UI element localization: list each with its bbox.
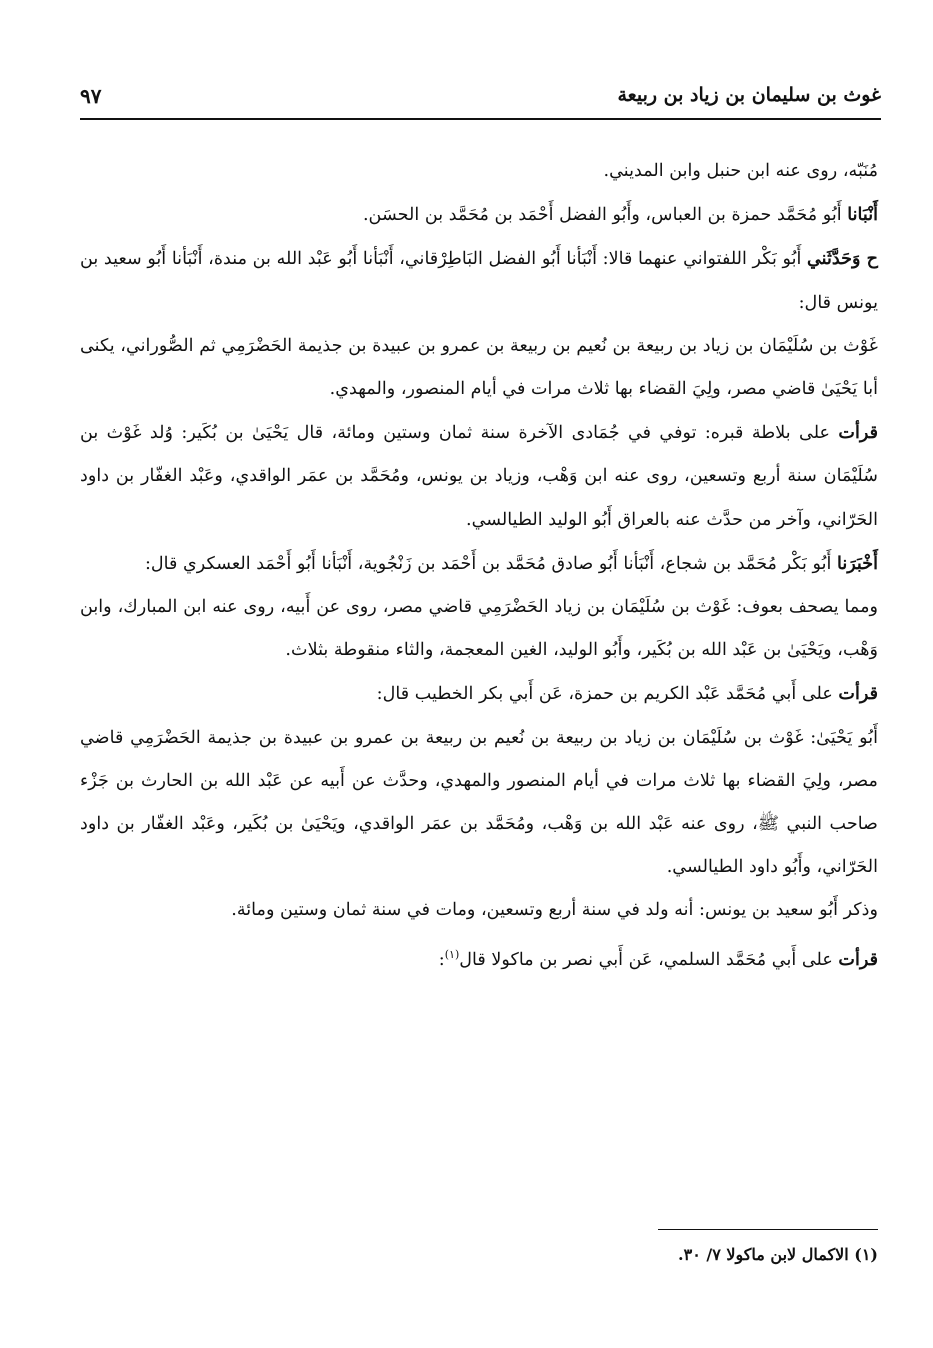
paragraph-text: غَوْث بن سُلَيْمَان بن زياد بن ربيعة بن نُعيم بن ربيعة بن عمرو بن عبيدة بن جذيمة الحَضْرَمِي ثم الصُّوراني، يكنى أبا يَحْيَىٰ قاضي مصر، ولِيَ القضاء بها ثلاث مرات في أيام المنصور، والمهدي. — [80, 335, 878, 400]
paragraph — [80, 933, 878, 982]
paragraph — [80, 542, 878, 586]
paragraph-lead: قرأت — [838, 422, 878, 444]
paragraph-lead: قرأت — [838, 948, 878, 970]
footnote-marker[interactable]: (١) — [444, 947, 460, 961]
footnote: (١) الاكمال لابن ماكولا ٧/ ٣٠. — [678, 1245, 878, 1264]
paragraph — [80, 717, 878, 890]
paragraph — [80, 889, 878, 932]
running-title: غوث بن سليمان بن زياد بن ربيعة — [617, 84, 881, 106]
page-header — [80, 80, 881, 116]
paragraph-text: على بلاطة قبره: توفي في جُمَادى الآخرة سنة ثمان وستين ومائة، قال يَحْيَىٰ بن بُكَير: وُلد غَوْث بن سُلَيْمَان سنة أربع وتسعين، روى عنه ابن وَهْب، وزياد بن يونس، ومُحَمَّد بن عمَر الواقدي، وعَبْد الغفّار بن داود الحَرّاني، وآخر من حدَّث عنه بالعراق أَبُو الوليد الطيالسي. — [80, 423, 878, 530]
paragraph — [80, 150, 878, 193]
paragraph-text: أَبُو بَكْر اللفتواني عنهما قالا: أَنْبَأنا أَبُو الفضل البَاطِرْقاني، أَنْبَأنا أَبُو عَبْد الله بن مندة، أَنْبَأنا أَبُو سعيد بن يونس قال: — [80, 249, 878, 313]
paragraph-lead: أَنْبَانا — [847, 204, 878, 226]
footnote-divider — [658, 1229, 878, 1230]
paragraph-text: ومما يصحف بعوف: غَوْث بن سُلَيْمَان بن زياد الحَضْرَمِي قاضي مصر، روى عن أَبيه، روى عنه ابن المبارك، وابن وَهْب، ويَحْيَىٰ بن عَبْد الله بن بُكَير، وأَبُو الوليد، الغين المعجمة، والثاء منقوطة بثلاث. — [80, 597, 878, 661]
main-text — [80, 150, 878, 982]
paragraph-text: أَبُو يَحْيَىٰ: غَوْث بن سُلَيْمَان بن زياد بن ربيعة بن نُعيم بن ربيعة بن عمرو بن عبيدة بن جذيمة الحَضْرَمِي قاضي مصر، ولِيَ القضاء بها ثلاث مرات في أيام المنصور والمهدي، وحدَّث عن أَبيه عن عَبْد الله بن الحارث بن جَزْء صاحب النبي ﷺ، روى عنه عَبْد الله بن وَهْب، ومُحَمَّد بن عمَر الواقدي، ويَحْيَىٰ بن بُكَير، وعَبْد الغفّار بن داود الحَرّاني، وأَبُو داود الطيالسي. — [80, 727, 878, 878]
paragraph-text: على أَبي مُحَمَّد السلمي، عَن أَبي نصر بن ماكولا قال — [459, 949, 839, 970]
paragraph — [80, 325, 878, 411]
paragraph-text: على أَبي مُحَمَّد عَبْد الكريم بن حمزة، عَن أَبي بكر الخطيب قال: — [376, 684, 839, 705]
paragraph — [80, 237, 878, 324]
paragraph — [80, 672, 878, 716]
paragraph-lead: قرأت — [838, 683, 878, 705]
paragraph-tail: : — [438, 949, 445, 970]
header-divider — [80, 118, 881, 120]
paragraph-text: مُنَبّه، روى عنه ابن حنبل وابن المديني. — [603, 161, 878, 181]
page-number: ٩٧ — [80, 84, 102, 108]
paragraph-text: أَبُو بَكْر مُحَمَّد بن شجاع، أَنْبَأنا أَبُو صادق مُحَمَّد بن أَحْمَد بن زَنْجُوية، أَنْبَأنا أَبُو أَحْمَد العسكري قال: — [144, 553, 837, 574]
paragraph-lead: أَخْبَرَنا — [836, 552, 878, 574]
paragraph-text: أَبُو مُحَمَّد حمزة بن العباس، وأَبُو الفضل أَحْمَد بن مُحَمَّد بن الحسَن. — [362, 205, 848, 226]
paragraph — [80, 411, 878, 542]
paragraph-lead: ح وَحَدَّثَني — [807, 248, 878, 270]
paragraph — [80, 586, 878, 672]
paragraph — [80, 193, 878, 237]
paragraph-text: وذكر أَبُو سعيد بن يونس: أنه ولد في سنة أربع وتسعين، ومات في سنة ثمان وستين ومائة. — [231, 900, 878, 921]
